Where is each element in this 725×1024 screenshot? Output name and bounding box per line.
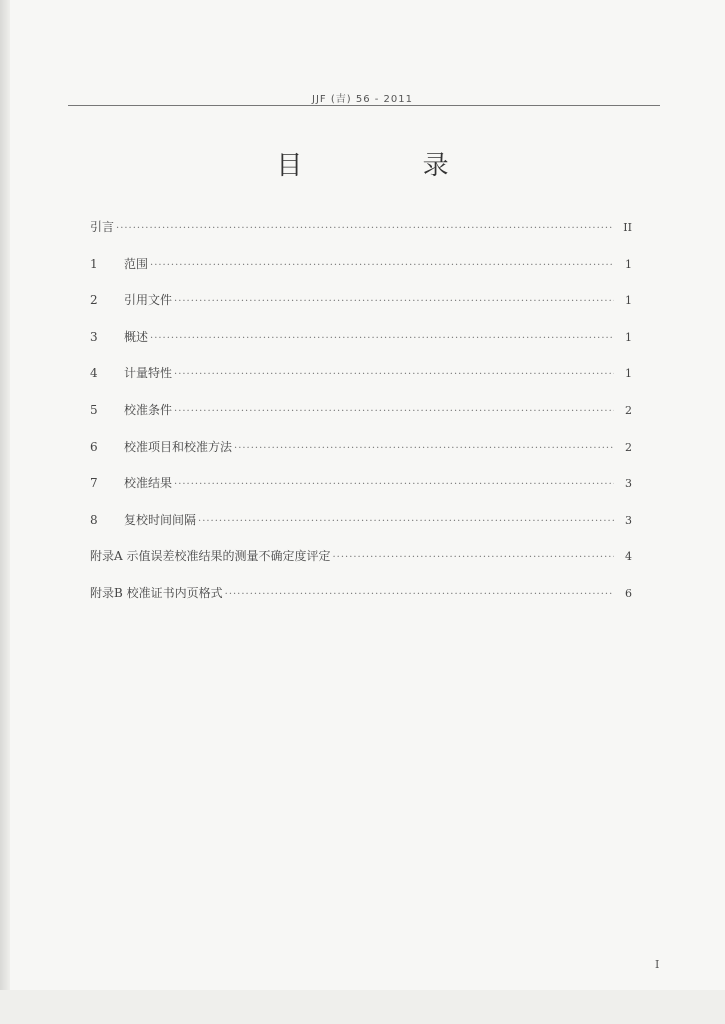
toc-entry-recalibration-interval[interactable] xyxy=(90,511,632,548)
toc-entry-number: 3 xyxy=(90,329,98,344)
toc-entry-appendix-b[interactable] xyxy=(90,584,632,621)
toc-entry-label: 计量特性 xyxy=(124,366,173,381)
toc-entry-label: 范围 xyxy=(124,256,149,271)
toc-entry-page: 4 xyxy=(625,550,632,564)
toc-leader-dots xyxy=(174,406,614,417)
toc-leader-dots xyxy=(150,333,614,344)
toc-entry-page: II xyxy=(623,221,632,234)
toc-entry-label: 附录B 校准证书内页格式 xyxy=(90,585,223,600)
toc-entry-label: 引用文件 xyxy=(124,293,173,308)
toc-entry-number: 5 xyxy=(90,402,98,417)
toc-entry-label: 校准项目和校准方法 xyxy=(124,439,233,454)
toc-entry-foreword[interactable] xyxy=(90,218,632,255)
toc-entry-calibration-results[interactable] xyxy=(90,474,632,511)
toc-entry-page: 1 xyxy=(625,257,632,271)
toc-entry-page: 1 xyxy=(625,367,632,381)
standard-code-header: JJF (吉) 56 - 2011 xyxy=(312,94,413,105)
toc-leader-dots xyxy=(174,479,614,490)
toc-entry-label: 概述 xyxy=(124,329,149,344)
toc-entry-label: 引言 xyxy=(90,220,115,234)
toc-leader-dots xyxy=(198,516,614,527)
toc-entry-calibration-items-methods[interactable] xyxy=(90,438,632,475)
toc-entry-overview[interactable] xyxy=(90,328,632,365)
toc-entry-page: 3 xyxy=(625,513,632,527)
page-number: I xyxy=(655,958,660,971)
toc-leader-dots xyxy=(174,369,614,380)
toc-entry-label: 校准条件 xyxy=(124,402,173,417)
toc-leader-dots xyxy=(234,443,614,454)
toc-entry-number: 8 xyxy=(90,512,98,527)
toc-entry-label: 复校时间间隔 xyxy=(124,512,197,527)
toc-entry-scope[interactable] xyxy=(90,255,632,292)
page-title: 目 录 xyxy=(276,151,505,181)
toc-entry-number: 1 xyxy=(90,256,98,271)
toc-entry-page: 6 xyxy=(625,586,632,600)
toc-entry-page: 1 xyxy=(625,330,632,344)
toc-leader-dots xyxy=(116,223,614,234)
toc-entry-label: 附录A 示值误差校准结果的测量不确定度评定 xyxy=(90,549,331,564)
toc-entry-label: 校准结果 xyxy=(124,476,173,491)
toc-entry-page: 2 xyxy=(625,440,632,454)
toc-leader-dots xyxy=(174,296,614,307)
toc-entry-calibration-conditions[interactable] xyxy=(90,401,632,438)
toc-entry-page: 2 xyxy=(625,403,632,417)
table-of-contents xyxy=(90,218,632,621)
toc-entry-references[interactable] xyxy=(90,291,632,328)
toc-entry-appendix-a[interactable] xyxy=(90,547,632,584)
toc-entry-number: 6 xyxy=(90,439,98,454)
header-divider xyxy=(68,105,660,106)
toc-leader-dots xyxy=(225,589,614,600)
toc-leader-dots xyxy=(332,552,614,563)
toc-leader-dots xyxy=(150,260,614,271)
toc-entry-page: 1 xyxy=(625,294,632,308)
toc-entry-metrological-characteristics[interactable] xyxy=(90,364,632,401)
toc-entry-number: 4 xyxy=(90,366,98,381)
scan-edge-bottom xyxy=(0,990,725,1024)
toc-entry-page: 3 xyxy=(625,477,632,491)
toc-entry-number: 7 xyxy=(90,476,98,491)
toc-entry-number: 2 xyxy=(90,293,98,308)
